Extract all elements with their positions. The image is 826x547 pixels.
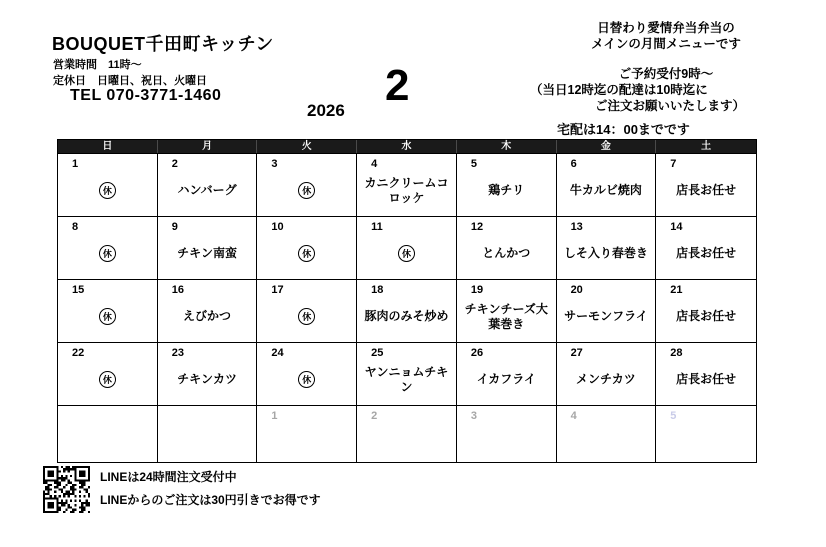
menu-item: チキンチーズ大葉巻き [464, 301, 548, 331]
day-cell-body [158, 425, 257, 462]
calendar-day-cell [58, 279, 158, 342]
calendar-day-cell [656, 342, 756, 405]
reservation-note-3: ご注文お願いいたします） [595, 99, 746, 113]
calendar-table [57, 139, 757, 463]
menu-item: チキンカツ [177, 372, 237, 386]
weekday-header: 月 [158, 140, 258, 153]
calendar-day-cell [457, 342, 557, 405]
menu-item: 店長お任せ [676, 183, 737, 197]
regular-closed-days: 定休日 日曜日、祝日、火曜日 [53, 75, 207, 87]
date-number: 25 [371, 347, 384, 359]
date-number: 28 [670, 347, 683, 359]
menu-item: とんかつ [482, 246, 531, 260]
day-cell-body [357, 362, 456, 405]
date-number: 1 [72, 158, 79, 170]
calendar-day-cell [257, 216, 357, 279]
calendar-day-cell [158, 279, 258, 342]
date-number: 21 [670, 284, 683, 296]
info-block [520, 20, 812, 114]
menu-item: 店長お任せ [676, 309, 737, 323]
date-number: 3 [271, 158, 278, 170]
day-cell-body [557, 299, 656, 342]
menu-item: 牛カルビ焼肉 [569, 183, 642, 197]
calendar-week-row [58, 279, 756, 342]
date-number: 14 [670, 221, 683, 233]
date-number: 6 [570, 158, 577, 170]
day-cell-body [457, 362, 556, 405]
menu-item: ハンバーグ [177, 183, 237, 197]
day-cell-body [457, 425, 556, 462]
info-line-2: メインの月間メニューです [591, 37, 741, 51]
day-cell-body [257, 299, 356, 342]
calendar-day-cell [457, 153, 557, 216]
date-number: 19 [470, 284, 484, 296]
menu-item: 鶏チリ [488, 183, 525, 197]
date-number: 11 [371, 221, 383, 233]
day-cell-body [357, 299, 456, 342]
date-number: 4 [570, 410, 577, 422]
day-cell-body [357, 173, 456, 216]
closed-mark: 休 [298, 245, 315, 262]
date-number: 20 [570, 284, 583, 296]
calendar-day-cell [656, 216, 756, 279]
day-cell-body [257, 362, 356, 405]
calendar-day-cell [158, 342, 258, 405]
calendar-day-cell [158, 216, 258, 279]
date-number: 5 [670, 410, 677, 422]
line-note-1: LINEは24時間注文受付中 [100, 470, 237, 484]
day-cell-body [357, 236, 456, 279]
date-number: 12 [470, 221, 484, 233]
calendar-day-cell [557, 342, 657, 405]
calendar-week-row [58, 153, 756, 216]
date-number: 5 [470, 158, 477, 170]
date-number: 3 [470, 410, 477, 422]
reservation-note-1: ご予約受付9時～ [618, 67, 714, 81]
calendar-day-cell [257, 153, 357, 216]
weekday-header: 日 [58, 140, 158, 153]
date-number: 2 [371, 410, 378, 422]
line-qr-code [43, 466, 90, 513]
date-number: 24 [271, 347, 284, 359]
calendar-day-cell [457, 216, 557, 279]
date-number: 18 [371, 284, 384, 296]
closed-mark: 休 [298, 308, 315, 325]
date-number: 9 [171, 221, 178, 233]
day-cell-body [58, 173, 157, 216]
menu-item: しそ入り春巻き [563, 246, 648, 260]
calendar-day-cell [457, 279, 557, 342]
menu-item: ヤンニョムチキン [364, 364, 449, 394]
calendar-week-row [58, 342, 756, 405]
day-cell-body [557, 236, 656, 279]
day-cell-body [58, 299, 157, 342]
weekday-header: 水 [357, 140, 457, 153]
calendar-day-cell [557, 279, 657, 342]
date-number: 1 [271, 410, 278, 422]
calendar-day-cell [357, 342, 457, 405]
date-number: 16 [171, 284, 184, 296]
day-cell-body [158, 173, 257, 216]
menu-item: えびかつ [183, 309, 232, 323]
day-cell-body [357, 425, 456, 462]
date-number: 4 [371, 158, 378, 170]
calendar-day-cell [357, 153, 457, 216]
date-number [58, 406, 157, 425]
day-cell-body [58, 362, 157, 405]
day-cell-body [557, 173, 656, 216]
calendar-day-cell [457, 405, 557, 462]
date-number: 27 [570, 347, 583, 359]
calendar-day-cell [557, 405, 657, 462]
menu-item: 店長お任せ [676, 246, 737, 260]
calendar-day-cell [656, 279, 756, 342]
calendar-year: 2026 [307, 101, 345, 120]
closed-mark: 休 [99, 308, 116, 325]
day-cell-body [656, 299, 756, 342]
date-number: 10 [271, 221, 284, 233]
day-cell-body [58, 236, 157, 279]
calendar-day-cell [158, 405, 258, 462]
day-cell-body [557, 425, 656, 462]
calendar-day-cell [58, 342, 158, 405]
day-cell-body [457, 299, 556, 342]
calendar-day-cell [357, 216, 457, 279]
day-cell-body [457, 236, 556, 279]
day-cell-body [656, 173, 756, 216]
qr-pattern [43, 466, 90, 513]
calendar-day-cell [357, 279, 457, 342]
calendar-month: 2 [385, 61, 410, 110]
menu-item: メンチカツ [576, 372, 636, 386]
calendar-day-cell [656, 153, 756, 216]
menu-item: チキン南蛮 [177, 246, 237, 260]
calendar-day-cell [158, 153, 258, 216]
closed-mark: 休 [298, 182, 315, 199]
date-number: 8 [72, 221, 79, 233]
calendar-week-row [58, 405, 756, 462]
day-cell-body [457, 173, 556, 216]
closed-mark: 休 [99, 371, 116, 388]
date-number: 15 [72, 284, 85, 296]
date-number: 23 [171, 347, 184, 359]
calendar-day-cell [257, 279, 357, 342]
calendar-day-cell [557, 153, 657, 216]
weekday-header: 土 [701, 141, 712, 152]
day-cell-body [58, 425, 157, 462]
date-number [158, 406, 257, 425]
closed-mark: 休 [99, 182, 116, 199]
calendar-day-cell [58, 405, 158, 462]
day-cell-body [656, 236, 756, 279]
calendar-weekday-row [58, 140, 756, 153]
day-cell-body [158, 299, 257, 342]
date-number: 22 [72, 347, 85, 359]
day-cell-body [158, 236, 257, 279]
menu-item: サーモンフライ [564, 309, 648, 323]
date-number: 7 [670, 158, 677, 170]
closed-mark: 休 [298, 371, 315, 388]
day-cell-body [557, 362, 656, 405]
weekday-header: 火 [257, 140, 357, 153]
delivery-deadline-note: 宅配は14：00までです [557, 122, 690, 137]
calendar-day-cell [557, 216, 657, 279]
line-note-2: LINEからのご注文は30円引きでお得です [100, 493, 321, 507]
calendar-day-cell [58, 216, 158, 279]
menu-item: イカフライ [476, 372, 536, 386]
day-cell-body [656, 362, 756, 405]
day-cell-body [257, 425, 356, 462]
closed-mark: 休 [398, 245, 415, 262]
date-number: 17 [271, 284, 284, 296]
date-number: 26 [470, 347, 484, 359]
date-number: 2 [171, 158, 178, 170]
weekday-header: 木 [457, 140, 557, 153]
menu-item: 店長お任せ [676, 372, 737, 386]
calendar-day-cell [58, 153, 158, 216]
business-hours: 営業時間 11時～ [53, 59, 142, 71]
calendar-grid [58, 153, 756, 462]
menu-item: カニクリームコロッケ [364, 175, 449, 205]
closed-mark: 休 [99, 245, 116, 262]
calendar-day-cell [357, 405, 457, 462]
day-cell-body [257, 173, 356, 216]
menu-item: 豚肉のみそ炒め [364, 309, 449, 323]
calendar-day-cell [257, 405, 357, 462]
calendar-week-row [58, 216, 756, 279]
calendar-day-cell [257, 342, 357, 405]
shop-name: BOUQUET千田町キッチン [52, 34, 274, 54]
day-cell-body [257, 236, 356, 279]
phone-number: TEL 070-3771-1460 [70, 87, 222, 104]
calendar-day-cell [656, 405, 756, 462]
day-cell-body [656, 425, 756, 462]
reservation-note-2: （当日12時迄の配達は10時迄に [530, 83, 708, 97]
info-line-1: 日替わり愛情弁当弁当の [597, 21, 735, 35]
date-number: 13 [570, 221, 583, 233]
weekday-header: 金 [557, 140, 657, 153]
day-cell-body [158, 362, 257, 405]
